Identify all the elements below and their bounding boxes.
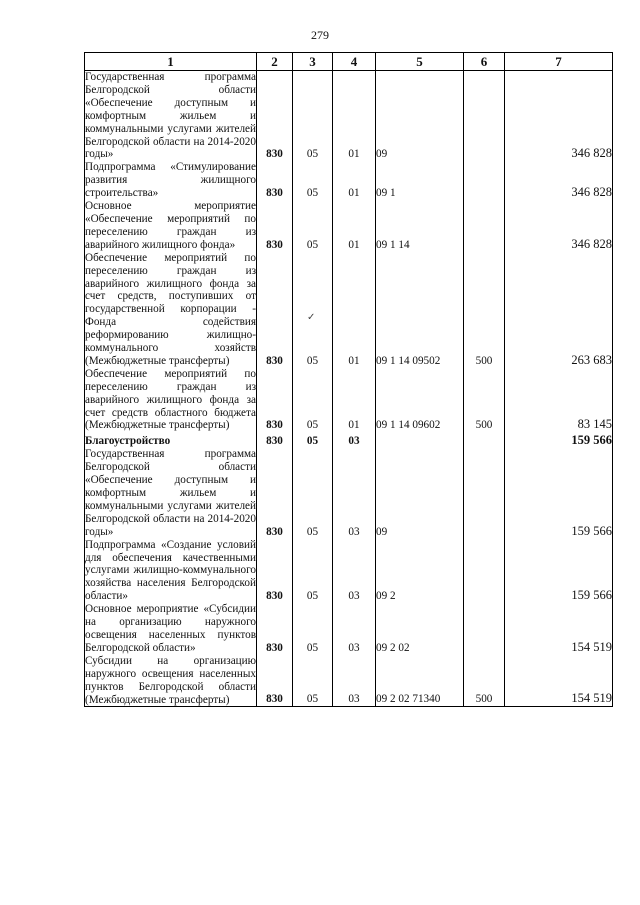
row-section: 05: [293, 448, 333, 538]
table-row: [85, 252, 613, 368]
row-expense-type: 500: [464, 655, 505, 707]
col-header-7: 7: [505, 53, 613, 71]
row-section: 05: [293, 603, 333, 655]
row-section: 05: [293, 161, 333, 200]
row-target-code: 09 2: [376, 539, 464, 604]
section-row: [85, 432, 613, 448]
row-subsection: 03: [333, 448, 376, 538]
row-target-code: 09: [376, 448, 464, 538]
row-subsection: 01: [333, 252, 376, 368]
budget-table: [84, 52, 613, 707]
row-name: Государственная программа Белгородской области «Обеспечение доступным и комфортным жильем и коммунальными услугами жителей Белгородской области на 2014-2020 годы»: [85, 448, 256, 538]
row-grbs: 830: [257, 539, 293, 604]
row-grbs: 830: [257, 368, 293, 433]
row-amount: 159 566: [505, 448, 613, 538]
row-subsection: 03: [333, 655, 376, 707]
row-target-code: 09 1 14 09602: [376, 368, 464, 433]
row-grbs: 830: [257, 71, 293, 162]
row-amount: 154 519: [505, 603, 613, 655]
col-header-6: 6: [464, 53, 505, 71]
row-target-code: 09: [376, 71, 464, 162]
row-grbs: 830: [257, 161, 293, 200]
row-grbs: 830: [257, 200, 293, 252]
row-target-code: [376, 432, 464, 448]
row-amount: 154 519: [505, 655, 613, 707]
row-section: 05: [293, 368, 333, 433]
row-section: 05: [293, 655, 333, 707]
row-name: Подпрограмма «Стимулирование развития жилищного строительства»: [85, 161, 256, 200]
table-row: [85, 448, 613, 538]
row-name: Основное мероприятие «Субсидии на организацию наружного освещения населенных пунктов Белгородской области»: [85, 603, 256, 654]
col-header-5: 5: [376, 53, 464, 71]
scan-speck: ✓: [307, 312, 316, 323]
page-number: 279: [311, 28, 329, 42]
row-subsection: 03: [333, 432, 376, 448]
row-expense-type: [464, 539, 505, 604]
row-name: Государственная программа Белгородской области «Обеспечение доступным и комфортным жильем и коммунальными услугами жителей Белгородской области на 2014-2020 годы»: [85, 71, 256, 161]
row-target-code: 09 1 14 09502: [376, 252, 464, 368]
row-amount: 346 828: [505, 71, 613, 162]
row-subsection: 01: [333, 368, 376, 433]
row-section: 05: [293, 71, 333, 162]
header-row: [85, 53, 613, 71]
col-header-4: 4: [333, 53, 376, 71]
row-target-code: 09 1: [376, 161, 464, 200]
row-subsection: 03: [333, 539, 376, 604]
table-row: [85, 71, 613, 162]
table-row: [85, 161, 613, 200]
row-amount: 346 828: [505, 200, 613, 252]
row-expense-type: [464, 448, 505, 538]
row-expense-type: [464, 71, 505, 162]
col-header-1: 1: [85, 53, 257, 71]
section-name: Благоустройство: [85, 432, 257, 448]
row-grbs: 830: [257, 448, 293, 538]
col-header-3: 3: [293, 53, 333, 71]
table-row: [85, 539, 613, 604]
row-amount: 346 828: [505, 161, 613, 200]
row-amount: 159 566: [505, 539, 613, 604]
row-section: 05: [293, 200, 333, 252]
table-row: [85, 368, 613, 433]
row-grbs: 830: [257, 252, 293, 368]
row-amount: 83 145: [505, 368, 613, 433]
row-section: 05: [293, 539, 333, 604]
row-name: Обеспечение мероприятий по переселению граждан из аварийного жилищного фонда за счет средств, поступивших от государственной корпорации - Фонда содействия реформированию жилищно-коммунального хозяйств (Межбюджетные трансферты): [85, 251, 256, 367]
row-target-code: 09 1 14: [376, 200, 464, 252]
row-name: Обеспечение мероприятий по переселению граждан из аварийного жилищного фонда за счет средств областного бюджета (Межбюджетные трансферты): [85, 367, 256, 432]
row-subsection: 01: [333, 71, 376, 162]
row-subsection: 01: [333, 200, 376, 252]
row-name: Субсидии на организацию наружного освещения населенных пунктов Белгородской области (Межбюджетные трансферты): [85, 654, 256, 706]
row-section: 05: [293, 432, 333, 448]
row-section: 05: [293, 252, 333, 368]
table-row: [85, 655, 613, 707]
table-row: [85, 200, 613, 252]
row-name: Основное мероприятие «Обеспечение мероприятий по переселению граждан из аварийного жилищного фонда»: [85, 200, 256, 251]
row-grbs: 830: [257, 432, 293, 448]
row-expense-type: 500: [464, 252, 505, 368]
row-expense-type: [464, 603, 505, 655]
row-amount: 159 566: [505, 432, 613, 448]
row-expense-type: [464, 432, 505, 448]
row-target-code: 09 2 02: [376, 603, 464, 655]
row-target-code: 09 2 02 71340: [376, 655, 464, 707]
row-name: Подпрограмма «Создание условий для обеспечения качественными услугами жилищно-коммунального хозяйства населения Белгородской области»: [85, 538, 256, 603]
row-amount: 263 683: [505, 252, 613, 368]
table-row: [85, 603, 613, 655]
row-expense-type: 500: [464, 368, 505, 433]
row-grbs: 830: [257, 655, 293, 707]
col-header-2: 2: [257, 53, 293, 71]
row-expense-type: [464, 200, 505, 252]
row-expense-type: [464, 161, 505, 200]
row-subsection: 01: [333, 161, 376, 200]
row-subsection: 03: [333, 603, 376, 655]
row-grbs: 830: [257, 603, 293, 655]
